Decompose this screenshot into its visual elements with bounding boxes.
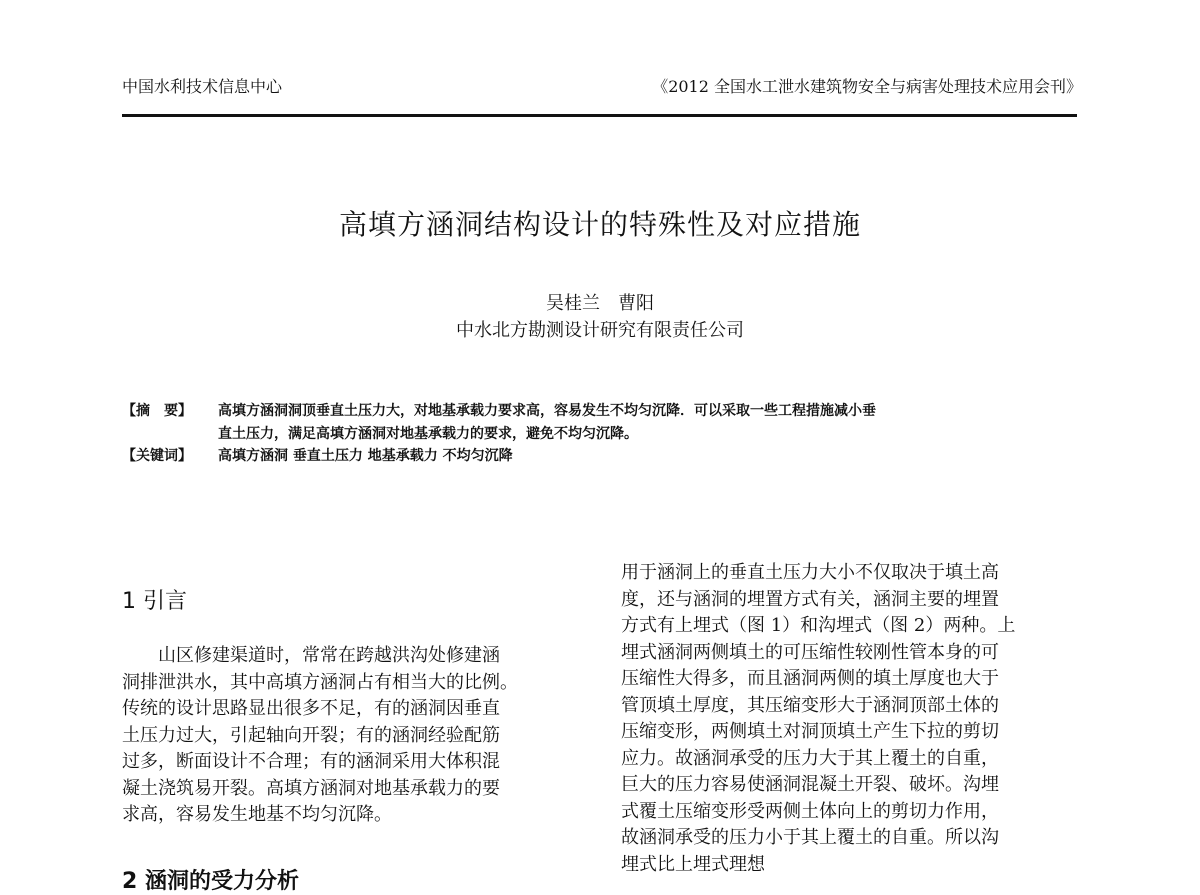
body-line: 压缩变形，两侧填土对洞顶填土产生下拉的剪切: [621, 721, 999, 742]
body-line: 过多，断面设计不合理；有的涵洞采用大体积混: [122, 751, 500, 772]
body-line: 巨大的压力容易使涵洞混凝土开裂、破坏。沟埋: [621, 774, 999, 795]
running-header-right: 《2012 全国水工泄水建筑物安全与病害处理技术应用会刊》: [652, 77, 1082, 96]
keywords-label: 【关键词】: [122, 448, 192, 464]
abstract: [122, 401, 1082, 421]
body-line: 式覆土压缩变形受两侧土体向上的剪切力作用，: [621, 800, 999, 822]
body-line: 应力。故涵洞承受的压力大于其上覆土的自重，: [621, 747, 999, 769]
abstract-line-2: 直土压力，满足高填方涵洞对地基承载力的要求，避免不均匀沉降。: [218, 426, 638, 442]
authors: 吴桂兰 曹阳: [546, 293, 654, 314]
body-line: 土压力过大，引起轴向开裂；有的涵洞经验配筋: [122, 724, 500, 746]
body-line: 求高，容易发生地基不均匀沉降。: [122, 804, 392, 825]
section-2-heading: 2 涵洞的受力分析: [122, 869, 299, 894]
affiliation: 中水北方勘测设计研究有限责任公司: [456, 320, 744, 341]
body-line: 度，还与涵洞的埋置方式有关，涵洞主要的埋置: [621, 588, 999, 610]
body-line: 故涵洞承受的压力小于其上覆土的自重。所以沟: [621, 827, 999, 848]
body-line: 凝土浇筑易开裂。高填方涵洞对地基承载力的要: [122, 777, 500, 799]
keywords-text: 高填方涵洞 垂直土压力 地基承载力 不均匀沉降: [218, 448, 513, 464]
body-line: 洞排泄洪水，其中高填方涵洞占有相当大的比例。: [122, 671, 518, 693]
abstract-label: 【摘 要】: [122, 403, 192, 419]
running-header-left: 中国水利技术信息中心: [122, 77, 283, 96]
body-line: 山区修建渠道时，常常在跨越洪沟处修建涵: [122, 645, 500, 666]
paper-title: 高填方涵洞结构设计的特殊性及对应措施: [338, 208, 861, 241]
keywords: [122, 446, 1082, 466]
body-line: 埋式比上埋式理想: [621, 853, 765, 875]
body-line: 传统的设计思路显出很多不足，有的涵洞因垂直: [122, 698, 500, 719]
right-column-body: [621, 560, 1081, 878]
body-line: 管顶填土厚度，其压缩变形大于涵洞顶部土体的: [621, 694, 999, 716]
body-line: 埋式涵洞两侧填土的可压缩性较刚性管本身的可: [621, 641, 999, 663]
body-line: 压缩性大得多，而且涵洞两侧的填土厚度也大于: [621, 668, 999, 689]
header-rule: [122, 114, 1077, 117]
abstract-line-1: 高填方涵洞洞顶垂直土压力大，对地基承载力要求高，容易发生不均匀沉降．可以采取一些工程措施减小垂: [218, 403, 876, 419]
section-1-heading: 1 引言: [122, 589, 187, 614]
left-column-body: [122, 643, 582, 829]
body-line: 方式有上埋式（图 1）和沟埋式（图 2）两种。上: [621, 615, 1016, 636]
body-line: 用于涵洞上的垂直土压力大小不仅取决于填土高: [621, 562, 999, 583]
